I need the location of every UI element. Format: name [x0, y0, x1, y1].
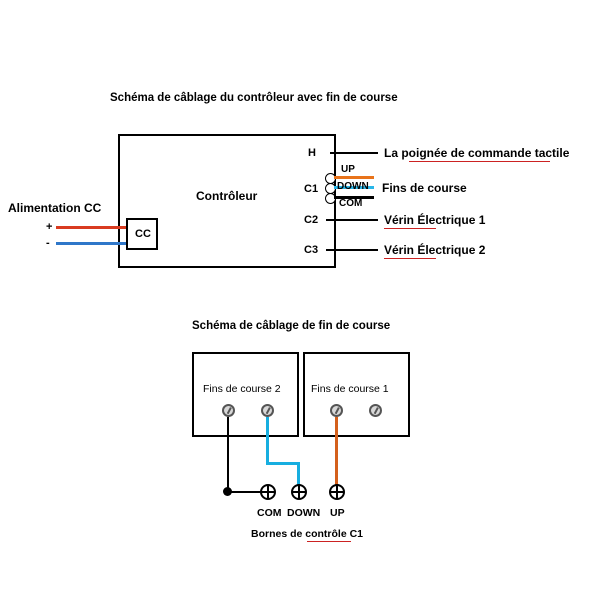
limit-switch-2-label: Fins de course 2 — [203, 383, 281, 395]
verin1-underline — [384, 228, 436, 229]
wire-black-vertical — [227, 417, 229, 493]
terminal-desc-H — [384, 147, 569, 159]
terminal-wire-H — [330, 152, 378, 154]
switch2-terminal-b — [261, 404, 274, 417]
block-terminal-down — [291, 484, 307, 500]
top-diagram-title: Schéma de câblage du contrôleur avec fin de course — [110, 92, 398, 104]
terminal-block-label-underline — [307, 541, 351, 542]
c1-wire-up-label: UP — [341, 164, 355, 175]
switch1-terminal-a — [330, 404, 343, 417]
switch1-terminal-b — [369, 404, 382, 417]
power-plus-label: + — [46, 221, 53, 233]
power-wire-positive — [56, 226, 126, 229]
wire-black-junction-dot — [223, 487, 232, 496]
bottom-diagram-title: Schéma de câblage de fin de course — [192, 320, 391, 332]
switch2-terminal-a — [222, 404, 235, 417]
block-terminal-com — [260, 484, 276, 500]
wire-cyan-horizontal — [266, 462, 300, 465]
c1-wire-down-label: DOWN — [337, 181, 369, 192]
controller-label: Contrôleur — [196, 189, 258, 203]
wire-orange-vertical — [335, 417, 338, 492]
c1-wire-up — [334, 176, 374, 179]
power-minus-label: - — [46, 237, 50, 249]
terminal-label-H: H — [308, 147, 316, 159]
block-terminal-up — [329, 484, 345, 500]
terminal-wire-C3 — [326, 249, 378, 251]
terminal-desc-C3: Vérin Électrique 2 — [384, 243, 486, 257]
terminal-label-C3: C3 — [304, 244, 319, 256]
terminal-label-C2: C2 — [304, 214, 319, 226]
cc-label: CC — [135, 228, 151, 240]
handle-label-text: La poignée de commande tactile — [384, 146, 570, 160]
block-terminal-label-up: UP — [330, 507, 345, 519]
terminal-desc-C1: Fins de course — [382, 181, 467, 195]
power-wire-negative — [56, 242, 126, 245]
wire-cyan-vertical-upper — [266, 417, 269, 463]
terminal-wire-C2 — [326, 219, 378, 221]
power-supply-label: Alimentation CC — [8, 201, 102, 215]
terminal-block-label: Bornes de contrôle C1 — [251, 528, 364, 540]
terminal-label-C1: C1 — [304, 183, 319, 195]
handle-label-underline — [409, 161, 550, 162]
block-terminal-label-com: COM — [257, 507, 282, 519]
limit-switch-1-label: Fins de course 1 — [311, 383, 389, 395]
block-terminal-label-down: DOWN — [287, 507, 321, 519]
c1-wire-com-label: COM — [339, 198, 363, 209]
verin2-underline — [384, 258, 436, 259]
terminal-desc-C2: Vérin Électrique 1 — [384, 213, 486, 227]
